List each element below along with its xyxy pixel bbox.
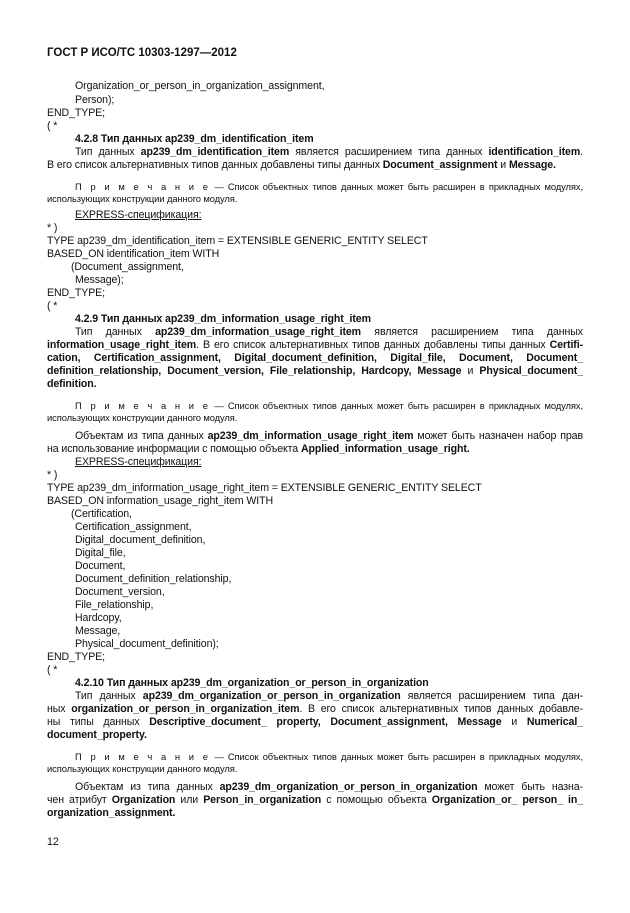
note-line: П р и м е ч а н и е — Список объектных типов данных может быть расширен в прикладных модулях,	[75, 751, 583, 762]
code-line: Physical_document_definition);	[75, 638, 219, 650]
page-number: 12	[47, 836, 59, 848]
express-spec-label: EXPRESS-спецификация:	[75, 456, 202, 468]
code-line: END_TYPE;	[47, 651, 105, 663]
code-line: ( *	[47, 120, 58, 132]
code-line: TYPE ap239_dm_information_usage_right_item = EXTENSIBLE GENERIC_ENTITY SELECT	[47, 482, 482, 494]
paragraph-line: definition.	[47, 378, 97, 390]
code-line: Document_definition_relationship,	[75, 573, 232, 585]
code-line: BASED_ON identification_item WITH	[47, 248, 220, 260]
paragraph-line: organization_assignment.	[47, 807, 176, 819]
section-heading: 4.2.10 Тип данных ap239_dm_organization_or_person_in_organization	[75, 677, 429, 689]
paragraph-line: В его список альтернативных типов данных добавлены типы данных Document_assignment и Message.	[47, 159, 556, 171]
code-line: Certification_assignment,	[75, 521, 192, 533]
note-line: П р и м е ч а н и е — Список объектных типов данных может быть расширен в прикладных модулях,	[75, 181, 583, 192]
code-line: Document,	[75, 560, 126, 572]
paragraph-line: Объектам из типа данных ap239_dm_organization_or_person_in_organization может быть назна-	[75, 781, 583, 793]
paragraph-line: Тип данных ap239_dm_information_usage_right_item является расширением типа данных	[75, 326, 584, 338]
document-header: ГОСТ Р ИСО/ТС 10303-1297—2012	[47, 47, 237, 59]
note-line: П р и м е ч а н и е — Список объектных типов данных может быть расширен в прикладных модулях,	[75, 400, 583, 411]
section-heading: 4.2.8 Тип данных ap239_dm_identification_item	[75, 133, 314, 145]
code-line: Message,	[75, 625, 121, 637]
code-line: TYPE ap239_dm_identification_item = EXTENSIBLE GENERIC_ENTITY SELECT	[47, 235, 428, 247]
code-line: END_TYPE;	[47, 107, 105, 119]
code-line: END_TYPE;	[47, 287, 105, 299]
code-line: (Document_assignment,	[71, 261, 184, 273]
paragraph-line: на использование информации с помощью объекта Applied_information_usage_right.	[47, 443, 470, 455]
paragraph-line: ны типы данных Descriptive_document_ property, Document_assignment, Message и Numerical_	[47, 716, 583, 728]
paragraph-line: Тип данных ap239_dm_organization_or_person_in_organization является расширением типа дан-	[75, 690, 584, 702]
note-line: использующих конструкции данного модуля.	[47, 412, 238, 423]
code-line: Digital_file,	[75, 547, 126, 559]
note-line: использующих конструкции данного модуля.	[47, 763, 238, 774]
note-line: использующих конструкции данного модуля.	[47, 193, 238, 204]
code-line: ( *	[47, 300, 58, 312]
code-line: * )	[47, 222, 58, 234]
express-spec-label: EXPRESS-спецификация:	[75, 209, 202, 221]
code-line: File_relationship,	[75, 599, 154, 611]
paragraph-line: чен атрибут Organization или Person_in_organization с помощью объекта Organization_or_ person_ in_	[47, 794, 583, 806]
paragraph-line: Тип данных ap239_dm_identification_item является расширением типа данных identification_item.	[75, 146, 583, 158]
code-line: Organization_or_person_in_organization_assignment,	[75, 80, 325, 92]
section-heading: 4.2.9 Тип данных ap239_dm_information_usage_right_item	[75, 313, 371, 325]
code-line: Hardcopy,	[75, 612, 122, 624]
code-line: (Certification,	[71, 508, 132, 520]
code-line: Message);	[75, 274, 124, 286]
code-line: ( *	[47, 664, 58, 676]
code-line: * )	[47, 469, 58, 481]
code-line: Document_version,	[75, 586, 165, 598]
code-line: Digital_document_definition,	[75, 534, 206, 546]
paragraph-line: document_property.	[47, 729, 147, 741]
paragraph-line: information_usage_right_item. В его список альтернативных типов данных добавлены типы данных Certifi-	[47, 339, 583, 351]
paragraph-line: cation, Certification_assignment, Digital_document_definition, Digital_file, Document, Document_	[47, 352, 583, 364]
code-line: Person);	[75, 94, 115, 106]
paragraph-line: Объектам из типа данных ap239_dm_information_usage_right_item может быть назначен набор прав	[75, 430, 583, 442]
paragraph-line: ных organization_or_person_in_organization_item. В его список альтернативных типов данных добавле-	[47, 703, 583, 715]
code-line: BASED_ON information_usage_right_item WITH	[47, 495, 274, 507]
paragraph-line: definition_relationship, Document_version, File_relationship, Hardcopy, Message и Physical_document_	[47, 365, 583, 377]
